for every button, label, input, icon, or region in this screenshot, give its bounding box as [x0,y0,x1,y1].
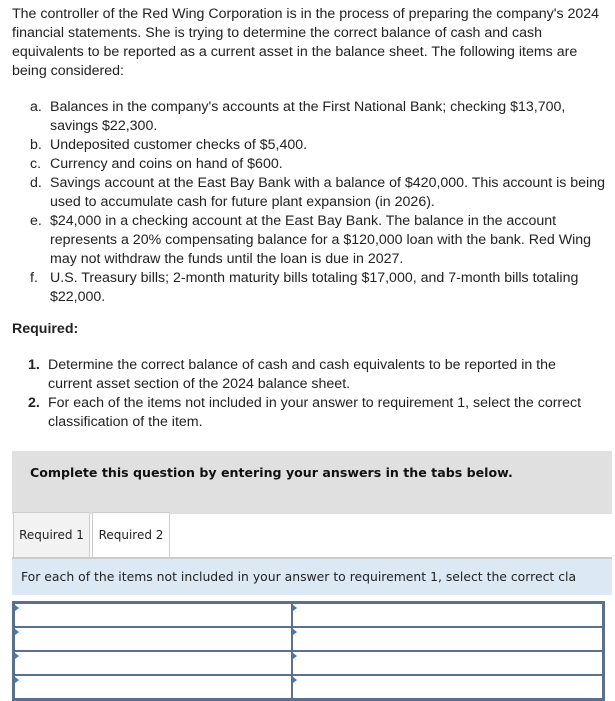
instruction-box [12,451,612,514]
required-heading: Required: [12,321,79,337]
list-item: b. Undeposited customer checks of $5,400. [30,137,308,153]
list-item: f. U.S. Treasury bills; 2-month maturity bills totaling $17,000, and 7-month bills totaling $22,000. [30,270,579,305]
tab-required-2[interactable]: Required 2 [92,512,170,557]
requirements-list [28,356,598,432]
requirement-item: 1. Determine the correct balance of cash and cash equivalents to be reported in the current asset section of the 2024 balance sheet. [28,357,556,392]
classification-select[interactable] [292,675,603,699]
item-select[interactable] [14,603,292,627]
item-select[interactable] [14,627,292,651]
problem-intro: The controller of the Red Wing Corporation is in the process of preparing the company's 2024 financial statements. She is trying to determine the correct balance of cash and cash equivalents to be reported as a current asset in the balance sheet. The following items are being considered: [12,6,600,79]
classification-select[interactable] [292,651,603,675]
items-list [30,98,610,307]
classification-select[interactable] [292,603,603,627]
instruction-text: Complete this question by entering your answers in the tabs below. [30,465,513,480]
tab-instruction-band [12,559,612,595]
list-item: e. $24,000 in a checking account at the East Bay Bank. The balance in the account represents a 20% compensating balance for a $120,000 loan with the bank. Red Wing may not withdraw the funds until the loan is due in 2027. [30,213,592,267]
requirement-item: 2. For each of the items not included in your answer to requirement 1, select the correct classification of the item. [28,395,582,430]
list-item: a. Balances in the company's accounts at the First National Bank; checking $13,700, savings $22,300. [30,99,566,134]
classification-select[interactable] [292,627,603,651]
item-select[interactable] [14,651,292,675]
item-select[interactable] [14,675,292,699]
tab-required-1[interactable]: Required 1 [13,512,90,557]
answer-table [12,601,605,701]
tab-instruction-text: For each of the items not included in your answer to requirement 1, select the correct cla [21,569,577,584]
list-item: d. Savings account at the East Bay Bank with a balance of $420,000. This account is being used to accumulate cash for future plant expansion (in 2026). [30,175,605,210]
list-item: c. Currency and coins on hand of $600. [30,156,283,172]
